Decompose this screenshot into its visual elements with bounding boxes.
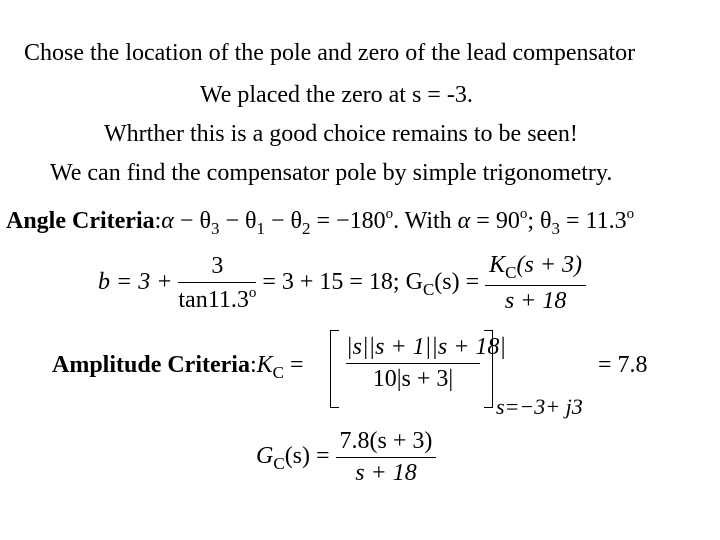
- degree-mark: o: [519, 206, 528, 222]
- fraction-denominator: s + 18: [504, 288, 567, 314]
- amplitude-label-line: [52, 352, 304, 383]
- gc-s: (s) =: [284, 443, 330, 470]
- b-equation: [98, 252, 586, 315]
- angle-criteria-equation: [6, 206, 634, 239]
- k-symbol: K: [489, 252, 506, 278]
- subscript: 2: [302, 219, 311, 238]
- amplitude-fraction: [346, 334, 506, 393]
- theta-term: − θ: [173, 208, 211, 234]
- left-bracket: [330, 330, 339, 408]
- zero-placement-line: We placed the zero at s = -3.: [200, 82, 473, 108]
- subscript: C: [273, 454, 285, 474]
- subscript: 3: [210, 219, 220, 238]
- gc-s: (s) =: [434, 269, 480, 296]
- alpha-symbol: α: [161, 208, 174, 234]
- fraction-numerator: 3: [178, 253, 256, 283]
- numerator-rest: (s + 3): [516, 252, 583, 278]
- fraction-numerator: |s||s + 1||s + 18|: [346, 334, 480, 364]
- final-gc-equation: [256, 428, 436, 487]
- subscript: C: [505, 263, 517, 282]
- theta-term: − θ: [219, 208, 257, 234]
- fraction-numerator: 7.8(s + 3): [336, 428, 437, 458]
- colon: :: [154, 208, 162, 234]
- amplitude-criteria-label: Amplitude Criteria: [52, 352, 250, 378]
- degree-mark: o: [385, 206, 394, 222]
- degree-mark: o: [248, 285, 257, 301]
- fraction-denominator: s + 18: [355, 460, 417, 486]
- angle-criteria-label: Angle Criteria: [6, 208, 155, 234]
- equals-sign: =: [290, 352, 304, 378]
- fraction-denominator: 10|s + 3|: [372, 366, 454, 392]
- fraction-numerator: [485, 252, 586, 286]
- evaluation-point: s=−3+ j3: [496, 394, 583, 419]
- colon: :: [249, 352, 257, 378]
- trigonometry-line: We can find the compensator pole by simple trigonometry.: [50, 160, 613, 186]
- tan-text: tan11.3: [178, 287, 249, 313]
- final-fraction: [336, 428, 437, 487]
- gc-fraction: [485, 252, 586, 315]
- equals-value: = 11.3: [560, 208, 627, 234]
- k-symbol: K: [256, 352, 273, 378]
- tan-fraction: [178, 253, 256, 314]
- subscript: C: [422, 280, 435, 300]
- theta-term: − θ: [264, 208, 302, 234]
- equals-value: = 90: [470, 208, 520, 234]
- subscript: 1: [256, 219, 265, 238]
- subscript: 3: [551, 219, 560, 238]
- equals-value: = −180: [310, 208, 386, 234]
- with-text: . With: [393, 208, 458, 234]
- degree-mark: o: [626, 206, 635, 222]
- subscript: C: [272, 363, 284, 382]
- alpha-symbol: α: [457, 208, 471, 234]
- fraction-denominator: [178, 283, 256, 314]
- amplitude-result: = 7.8: [598, 352, 648, 378]
- b-result: = 3 + 15 = 18; G: [262, 269, 423, 296]
- heading-line: Chose the location of the pole and zero of the lead compensator: [24, 40, 636, 66]
- g-symbol: G: [256, 443, 274, 470]
- theta-term: ; θ: [527, 208, 552, 234]
- choice-remark-line: Whrther this is a good choice remains to be seen!: [104, 121, 578, 147]
- b-lhs: b = 3 +: [98, 269, 173, 296]
